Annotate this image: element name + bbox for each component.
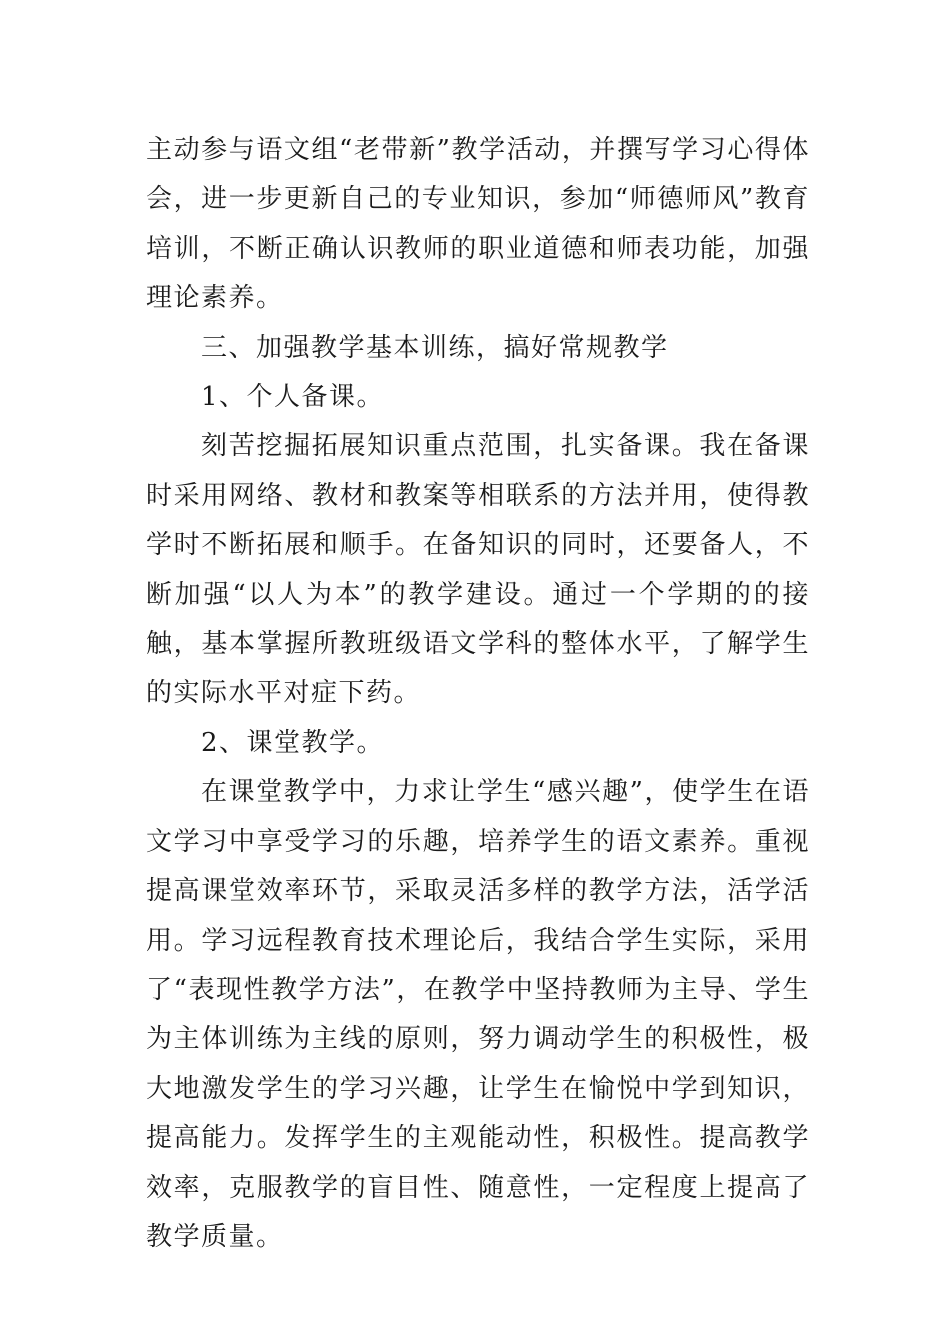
document-page bbox=[146, 126, 810, 1262]
subheading-classroom-teaching: 2、课堂教学。 bbox=[201, 727, 385, 758]
subheading-lesson-prep: 1、个人备课。 bbox=[201, 382, 385, 413]
paragraph-classroom-teaching: 在课堂教学中，力求让学生“感兴趣”，使学生在语文学习中享受学习的乐趣，培养学生的语文素养。重视提高课堂效率环节，采取灵活多样的教学方法，活学活用。学习远程教育技术理论后，我结合学生实际，采用了“表现性教学方法”，在教学中坚持教师为主导、学生为主体训练为主线的原则，努力调动学生的积极性，极大地激发学生的学习兴趣，让学生在愉悦中学到知识，提高能力。发挥学生的主观能动性，积极性。提高教学效率，克服教学的盲目性、随意性，一定程度上提高了教学质量。 bbox=[146, 777, 810, 1252]
section-heading: 三、加强教学基本训练，搞好常规教学 bbox=[201, 332, 669, 363]
paragraph-continuation: 主动参与语文组“老带新”教学活动，并撰写学习心得体会，进一步更新自己的专业知识，参加“师德师风”教育培训，不断正确认识教师的职业道德和师表功能，加强理论素养。 bbox=[146, 135, 810, 314]
paragraph-lesson-prep: 刻苦挖掘拓展知识重点范围，扎实备课。我在备课时采用网络、教材和教案等相联系的方法并用，使得教学时不断拓展和顺手。在备知识的同时，还要备人，不断加强“以人为本”的教学建设。通过一个学期的的接触，基本掌握所教班级语文学科的整体水平，了解学生的实际水平对症下药。 bbox=[146, 431, 810, 709]
